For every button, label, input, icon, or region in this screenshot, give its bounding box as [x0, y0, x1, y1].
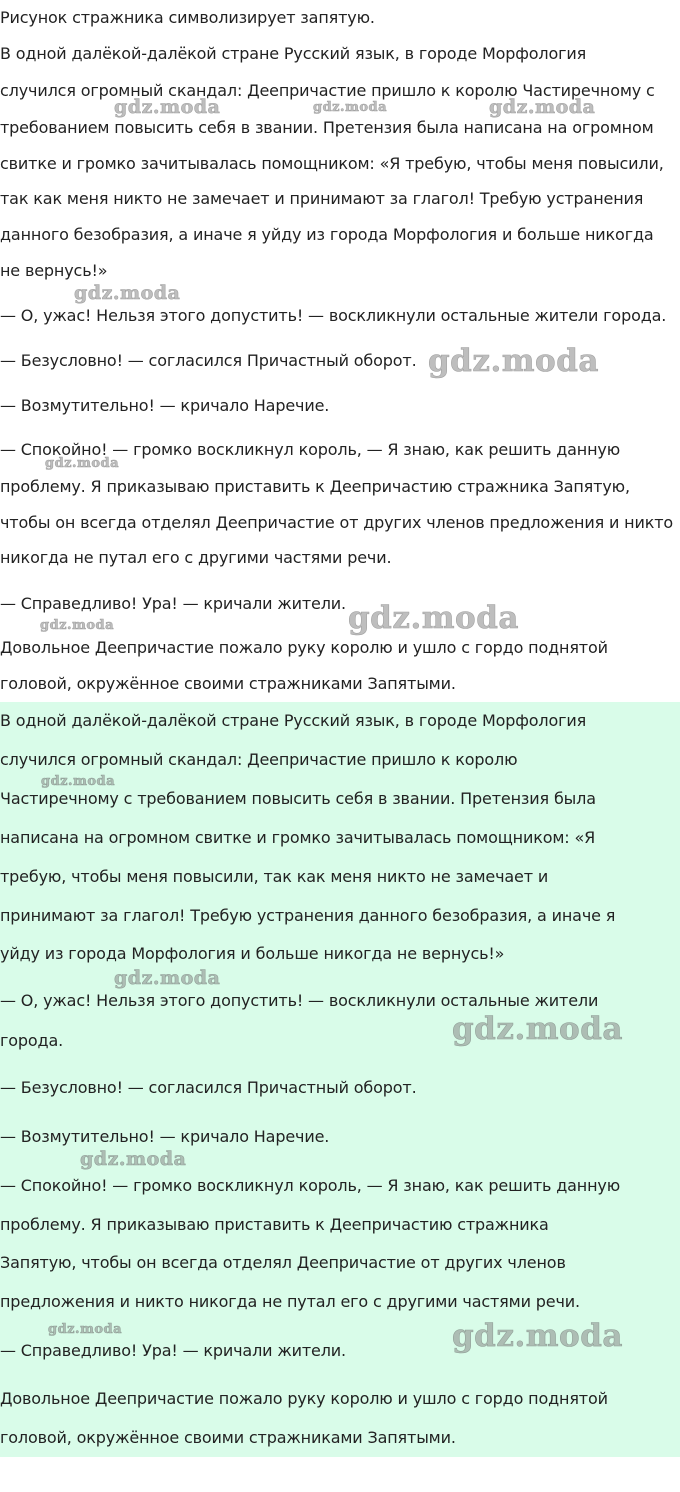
text-line: случился огромный скандал: Деепричастие пришло к королю	[0, 750, 518, 769]
text-line: никогда не путал его с другими частями речи.	[0, 548, 392, 567]
text-line: так как меня никто не замечает и принимают за глагол! Требую устранения	[0, 189, 644, 208]
text-line: проблему. Я приказываю приставить к Деепричастию стражника Запятую,	[0, 477, 630, 496]
watermark-logo: gdz.moda	[489, 96, 596, 118]
text-line: — О, ужас! Нельзя этого допустить! — воскликнули остальные жители	[0, 991, 599, 1010]
text-line: — О, ужас! Нельзя этого допустить! — воскликнули остальные жители города.	[0, 306, 667, 325]
watermark-logo: gdz.moda	[45, 456, 120, 471]
text-line: В одной далёкой-далёкой стране Русский язык, в городе Морфология	[0, 44, 587, 63]
watermark-logo: gdz.moda	[428, 343, 599, 379]
text-line: — Спокойно! — громко воскликнул король, — Я знаю, как решить данную	[0, 1176, 621, 1195]
text-line: не вернусь!»	[0, 261, 108, 280]
text-line: требую, чтобы меня повысили, так как меня никто не замечает и	[0, 867, 549, 886]
watermark-logo: gdz.moda	[40, 618, 115, 633]
text-line: Частиречному с требованием повысить себя в звании. Претензия была	[0, 789, 596, 808]
text-line: — Безусловно! — согласился Причастный оборот.	[0, 351, 417, 370]
text-line: Рисунок стражника символизирует запятую.	[0, 8, 375, 27]
text-line: — Справедливо! Ура! — кричали жители.	[0, 594, 346, 613]
text-line: случился огромный скандал: Деепричастие пришло к королю Частиречному с	[0, 81, 655, 100]
text-line: свитке и громко зачитывалась помощником: «Я требую, чтобы меня повысили,	[0, 154, 664, 173]
text-line: головой, окружённое своими стражниками Запятыми.	[0, 1428, 456, 1447]
text-line: требованием повысить себя в звании. Претензия была написана на огромном	[0, 118, 654, 137]
text-line: предложения и никто никогда не путал его с другими частями речи.	[0, 1292, 580, 1311]
text-line: города.	[0, 1031, 64, 1050]
text-line: данного безобразия, а иначе я уйду из города Морфология и больше никогда	[0, 225, 654, 244]
text-line: проблему. Я приказываю приставить к Деепричастию стражника	[0, 1215, 549, 1234]
text-line: — Возмутительно! — кричало Наречие.	[0, 396, 330, 415]
text-line: Запятую, чтобы он всегда отделял Деепричастие от других членов	[0, 1253, 566, 1272]
text-line: Довольное Деепричастие пожало руку королю и ушло с гордо поднятой	[0, 1389, 608, 1408]
text-line: уйду из города Морфология и больше никогда не вернусь!»	[0, 944, 505, 963]
watermark-logo: gdz.moda	[452, 1318, 623, 1354]
text-line: написана на огромном свитке и громко зачитывалась помощником: «Я	[0, 828, 596, 847]
watermark-logo: gdz.moda	[48, 1322, 123, 1337]
watermark-logo: gdz.moda	[80, 1148, 187, 1170]
watermark-logo: gdz.moda	[41, 774, 116, 789]
text-line: головой, окружённое своими стражниками Запятыми.	[0, 674, 456, 693]
text-line: Довольное Деепричастие пожало руку королю и ушло с гордо поднятой	[0, 638, 608, 657]
text-line: В одной далёкой-далёкой стране Русский язык, в городе Морфология	[0, 711, 587, 730]
text-line: принимают за глагол! Требую устранения данного безобразия, а иначе я	[0, 906, 616, 925]
text-line: чтобы он всегда отделял Деепричастие от других членов предложения и никто	[0, 513, 674, 532]
text-line: — Безусловно! — согласился Причастный оборот.	[0, 1078, 417, 1097]
watermark-logo: gdz.moda	[114, 967, 221, 989]
watermark-logo: gdz.moda	[452, 1011, 623, 1047]
text-line: — Справедливо! Ура! — кричали жители.	[0, 1341, 346, 1360]
text-line: — Спокойно! — громко воскликнул король, — Я знаю, как решить данную	[0, 440, 621, 459]
watermark-logo: gdz.moda	[114, 96, 221, 118]
watermark-logo: gdz.moda	[74, 282, 181, 304]
watermark-logo: gdz.moda	[313, 100, 388, 115]
text-line: — Возмутительно! — кричало Наречие.	[0, 1127, 330, 1146]
watermark-logo: gdz.moda	[348, 600, 519, 636]
